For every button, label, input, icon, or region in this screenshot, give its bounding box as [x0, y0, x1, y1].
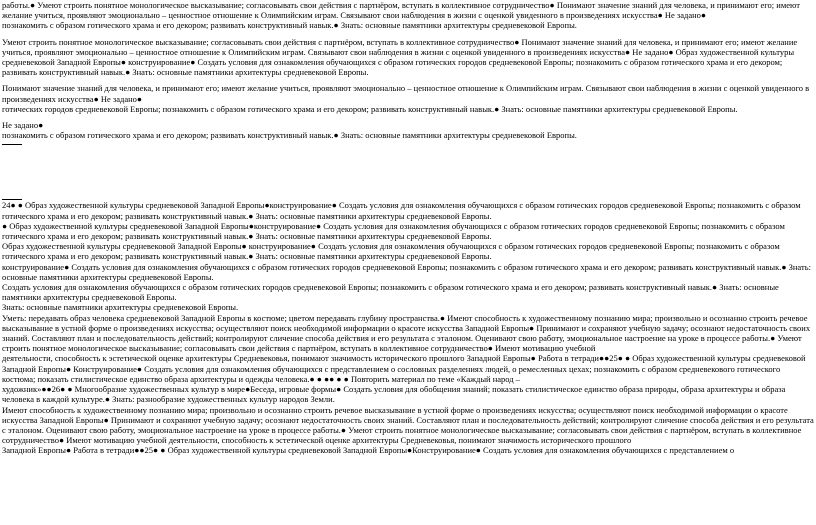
- text-paragraph: Знать: основные памятники архитектуры средневековой Европы.: [2, 302, 239, 313]
- text-paragraph: Образ художественной культуры средневековой Западной Европы● конструирование● Создать условия для ознакомления обучающихся с образом готических городов средневековой Европы; познакомить с образом готического храма и его декором; развивать конструктивный навык.● Знать: основные памятники архитектуры средневековой Европы.: [2, 241, 780, 262]
- text-paragraph: готических городов средневековой Европы; познакомить с образом готического храма и его декором; развивать конструктивный навык.● Знать: основные памятники архитектуры средневековой Европы.: [2, 103, 738, 114]
- text-paragraph: деятельности, способность к эстетической оценке архитектуры Средневековья, понимают значимость исторического прошлого Западной Европы● Работа в тетради●●25● ● Образ художественной культуры средневековой Западной Европы● Конструирование● Создать условия для ознакомления обучающихся с представлением о сословных разделениях людей, о ремесленных цехах; познакомить с образом средневекового готического костюма; показать стилистическое единство образа архитектуры и одежды человека.● ● ●● ● ● Повторить материал по теме «Каждый народ –: [2, 353, 806, 384]
- text-paragraph: Умеют строить понятное монологическое высказывание; согласовывать свои действия с партнёром, вступать в коллективное сотрудничество● Понимают значение знаний для человека, и принимают его; имеют желание учиться, проявляют эмоционально – ценностное отношение к Олимпийским играм. Связывают свои наблюдения в жизни с оценкой увиденного в произведениях искусства● Не задано● Образ художественной культуры средневековой Западной Европы● конструирование● Создать условия для ознакомления обучающихся с образом готических городов средневековой Европы; познакомить с образом готического храма и его декором; развивать конструктивный навык.● Знать: основные памятники архитектуры средневековой Европы.: [2, 36, 798, 78]
- text-paragraph: познакомить с образом готического храма и его декором; развивать конструктивный навык.● Знать: основные памятники архитектуры средневековой Европы.: [2, 20, 577, 31]
- text-paragraph: работы.● Умеют строить понятное монологическое высказывание; согласовывать свои действия с партнёром, вступать в коллективное сотрудничество● Понимают значение знаний для человека, и принимают его; имеют желание учиться, проявляют эмоционально – ценностное отношение к Олимпийским играм. Связывают свои наблюдения в жизни с оценкой увиденного в произведениях искусства● Не задано●: [2, 0, 800, 21]
- text-paragraph: познакомить с образом готического храма и его декором; развивать конструктивный навык.● Знать: основные памятники архитектуры средневековой Европы.: [2, 130, 577, 141]
- text-paragraph: Уметь: передавать образ человека средневековой Западной Европы в костюме; цветом передавать глубину пространства.● Имеют способность к художественному познанию мира; произвольно и осознанно строить речевое высказывание в устной форме о произведениях искусства; осуществляют поиск необходимой информации о красоте искусства Западной Европы● Принимают и сохраняют учебную задачу; осознают недостаточность своих знаний. Составляют план и последовательность действий; контролируют сличение способа действия и его результата с эталоном. Оценивают свою работу, эмоциональное настроение на уроке в процессе работы.● Умеют строить понятное монологическое высказывание; согласовывать свои действия с партнёром, вступать в коллективное сотрудничество● Имеют мотивацию учебной: [2, 312, 811, 354]
- text-paragraph: 24● ● Образ художественной культуры средневековой Западной Европы●конструирование● Создать условия для ознакомления обучающихся с образом готических городов средневековой Европы; познакомить с образом готического храма и его декором; развивать конструктивный навык.● Знать: основные памятники архитектуры средневековой Европы.: [2, 200, 801, 221]
- text-paragraph: Имеют способность к художественному познанию мира; произвольно и осознанно строить речевое высказывание в устной форме о произведениях искусства; осуществляют поиск необходимой информации о красоте искусства Западной Европы● Принимают и сохраняют учебную задачу; осознают недостаточность своих знаний. Составляют план и последовательность действий; контролируют сличение способа действия и его результата с эталоном. Оценивают свою работу, эмоциональное настроение на уроке в процессе работы.● Умеют строить понятное монологическое высказывание; согласовывать свои действия с партнёром, вступать в коллективное сотрудничество● Имеют мотивацию учебной деятельности, способность к эстетической оценке архитектуры Средневековья, понимают значимость исторического прошлого: [2, 404, 814, 446]
- text-paragraph: художник»●●26● ● Многообразие художественных культур в мире●Беседа, игровые формы● Создать условия для обобщения знаний; показать стилистическое единство образа природы, образа архитектуры и образа человека в каждой культуре.● Знать: разнообразие художественных культур народов Земли.: [2, 384, 786, 405]
- text-paragraph: Понимают значение знаний для человека, и принимают его; имеют желание учиться, проявляют эмоционально – ценностное отношение к Олимпийским играм. Связывают свои наблюдения в жизни с оценкой увиденного в произведениях искусства● Не задано●: [2, 83, 810, 104]
- text-paragraph: Не задано●: [2, 120, 44, 131]
- text-paragraph: Западной Европы● Работа в тетради●●25● ● Образ художественной культуры средневековой Западной Европы●Конструирование● Создать условия для ознакомления обучающихся с представлением о: [2, 445, 735, 456]
- text-paragraph: ● Образ художественной культуры средневековой Западной Европы●конструирование● Создать условия для ознакомления обучающихся с образом готических городов средневековой Европы; познакомить с образом готического храма и его декором; развивать конструктивный навык.● Знать: основные памятники архитектуры средневековой Европы.: [2, 220, 785, 242]
- text-paragraph: конструирование● Создать условия для ознакомления обучающихся с образом готических городов средневековой Европы; познакомить с образом готического храма и его декором; развивать конструктивный навык.● Знать: основные памятники архитектуры средневековой Европы.: [2, 261, 811, 282]
- text-paragraph: Создать условия для ознакомления обучающихся с образом готических городов средневековой Европы; познакомить с образом готического храма и его декором; развивать конструктивный навык.● Знать: основные памятники архитектуры средневековой Европы.: [2, 282, 779, 303]
